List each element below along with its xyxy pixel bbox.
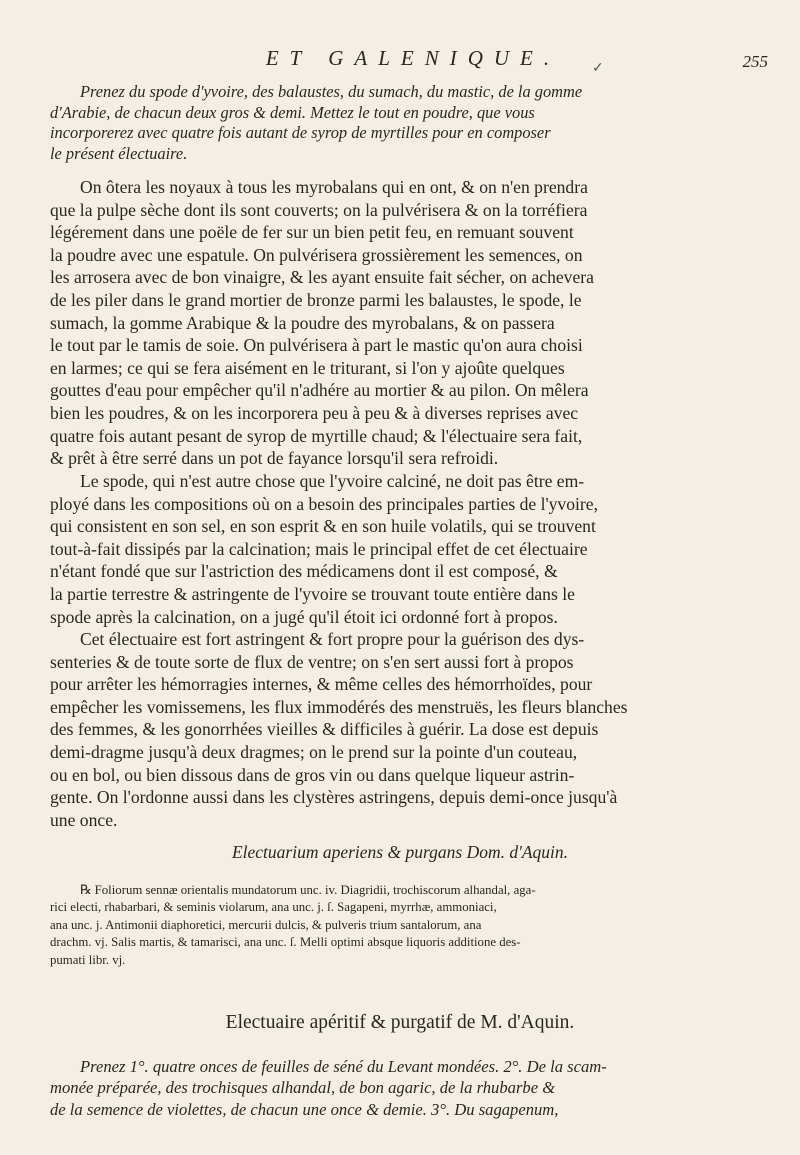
text-line: Cet électuaire est fort astringent & fort propre pour la guérison des dys- bbox=[80, 629, 585, 649]
latin-heading: Electuarium aperiens & purgans Dom. d'Aquin. bbox=[231, 842, 569, 862]
text-line: sumach, la gomme Arabique & la poudre des myrobalans, & on passera bbox=[50, 312, 555, 333]
text-line: le présent électuaire. bbox=[50, 143, 188, 163]
text-line: la poudre avec une espatule. On pulvérisera grossièrement les semences, on bbox=[50, 244, 583, 265]
text-line: en larmes; ce qui se fera aisément en le triturant, si l'on y ajoûte quelques bbox=[50, 357, 565, 378]
text-line: demi-dragme jusqu'à deux dragmes; on le prend sur la pointe d'un couteau, bbox=[50, 741, 578, 762]
body-paragraph-2 bbox=[50, 470, 772, 628]
french-heading: Electuaire apéritif & purgatif de M. d'Aquin. bbox=[225, 1012, 575, 1033]
text-line: Prenez du spode d'yvoire, des balaustes, du sumach, du mastic, de la gomme bbox=[80, 82, 583, 101]
body-paragraph-1 bbox=[50, 176, 772, 470]
page-number: 255 bbox=[742, 52, 768, 71]
text-line: drachm. vj. Salis martis, & tamarisci, ana unc. ſ. Melli optimi absque liquoris additione des- bbox=[50, 935, 521, 950]
text-line: que la pulpe sèche dont ils sont couverts; on la pulvérisera & on la torréfiera bbox=[50, 199, 588, 220]
text-line: qui consistent en son sel, en son esprit & en son huile volatils, qui se trouvent bbox=[50, 516, 596, 537]
text-line: pour arrêter les hémorragies internes, & même celles des hémorrhoïdes, pour bbox=[50, 674, 593, 695]
text-line: Prenez 1°. quatre onces de feuilles de séné du Levant mondées. 2°. De la scam- bbox=[80, 1057, 607, 1076]
text-line: spode après la calcination, on a jugé qu'il étoit ici ordonné fort à propos. bbox=[50, 606, 558, 627]
latin-recipe-paragraph bbox=[50, 882, 772, 969]
latin-recipe bbox=[50, 882, 772, 969]
text-line: des femmes, & les gonorrhées vieilles & difficiles à guérir. La dose est depuis bbox=[50, 719, 599, 740]
text-line: monée préparée, des trochisques alhandal, de bon agaric, de la rhubarbe & bbox=[50, 1078, 556, 1098]
french-recipe bbox=[50, 1056, 772, 1120]
text-line: incorporerez avec quatre fois autant de syrop de myrtilles pour en composer bbox=[50, 123, 551, 143]
paragraph bbox=[50, 470, 772, 628]
text-line: d'Arabie, de chacun deux gros & demi. Mettez le tout en poudre, que vous bbox=[50, 102, 535, 122]
text-line: légérement dans une poële de fer sur un bien petit feu, en remuant souvent bbox=[50, 222, 574, 243]
ink-mark: ✓ bbox=[592, 61, 604, 76]
text-line: tout-à-fait dissipés par la calcination; mais le principal effet de cet électuaire bbox=[50, 538, 588, 559]
text-line: Le spode, qui n'est autre chose que l'yvoire calciné, ne doit pas être em- bbox=[80, 471, 585, 491]
text-line: la partie terrestre & astringente de l'yvoire se trouvant toute entière dans le bbox=[50, 583, 575, 604]
text-line: le tout par le tamis de soie. On pulvérisera à part le mastic qu'on aura choisi bbox=[50, 335, 583, 356]
page-header bbox=[0, 46, 800, 76]
text-line: de les piler dans le grand mortier de bronze parmi les balaustes, le spode, le bbox=[50, 289, 582, 310]
paragraph bbox=[50, 628, 772, 831]
text-line: n'étant fondé que sur l'astriction des médicamens dont il est composé, & bbox=[50, 561, 558, 582]
text-line: bien les poudres, & on les incorporera peu à peu & à diverses reprises avec bbox=[50, 402, 579, 423]
paragraph bbox=[50, 176, 772, 470]
text-line: senteries & de toute sorte de flux de ventre; on s'en sert aussi fort à propos bbox=[50, 651, 574, 672]
text-line: & prêt à être serré dans un pot de fayance lorsqu'il sera refroidi. bbox=[50, 448, 499, 469]
text-line: pumati libr. vj. bbox=[50, 952, 126, 967]
text-line: On ôtera les noyaux à tous les myrobalans qui en ont, & on n'en prendra bbox=[80, 177, 588, 197]
text-line: une once. bbox=[50, 809, 118, 830]
body-paragraph-3 bbox=[50, 628, 772, 831]
text-line: gente. On l'ordonne aussi dans les clystères astringens, depuis demi-once jusqu'à bbox=[50, 787, 618, 808]
french-recipe-paragraph bbox=[50, 1056, 772, 1120]
text-line: quatre fois autant pesant de syrop de myrtille chaud; & l'électuaire sera fait, bbox=[50, 425, 583, 446]
text-line: ou en bol, ou bien dissous dans de gros vin ou dans quelque liqueur astrin- bbox=[50, 764, 575, 785]
recipe-intro bbox=[50, 82, 772, 164]
text-line: gouttes d'eau pour empêcher qu'il n'adhére au mortier & au pilon. On mêlera bbox=[50, 380, 589, 401]
recipe-intro-paragraph bbox=[50, 82, 772, 164]
text-line: de la semence de violettes, de chacun une once & demie. 3°. Du sagapenum, bbox=[50, 1099, 559, 1119]
text-line: les arrosera avec de bon vinaigre, & les ayant ensuite fait sécher, on achevera bbox=[50, 267, 594, 288]
text-line: ana unc. j. Antimonii diaphoretici, mercurii dulcis, & pulveris trium santalorum, ana bbox=[50, 917, 482, 932]
text-line: empêcher les vomissemens, les flux immodérés des menstruës, les fleurs blanches bbox=[50, 696, 628, 717]
running-head: ET GALENIQUE. bbox=[265, 46, 561, 70]
text-line: ployé dans les compositions où on a besoin des principales parties de l'yvoire, bbox=[50, 493, 598, 514]
text-line: ℞ Foliorum sennæ orientalis mundatorum unc. iv. Diagridii, trochiscorum alhandal, aga- bbox=[80, 883, 536, 897]
text-line: rici electi, rhabarbari, & seminis violarum, ana unc. j. ſ. Sagapeni, myrrhæ, ammoniaci, bbox=[50, 900, 497, 915]
